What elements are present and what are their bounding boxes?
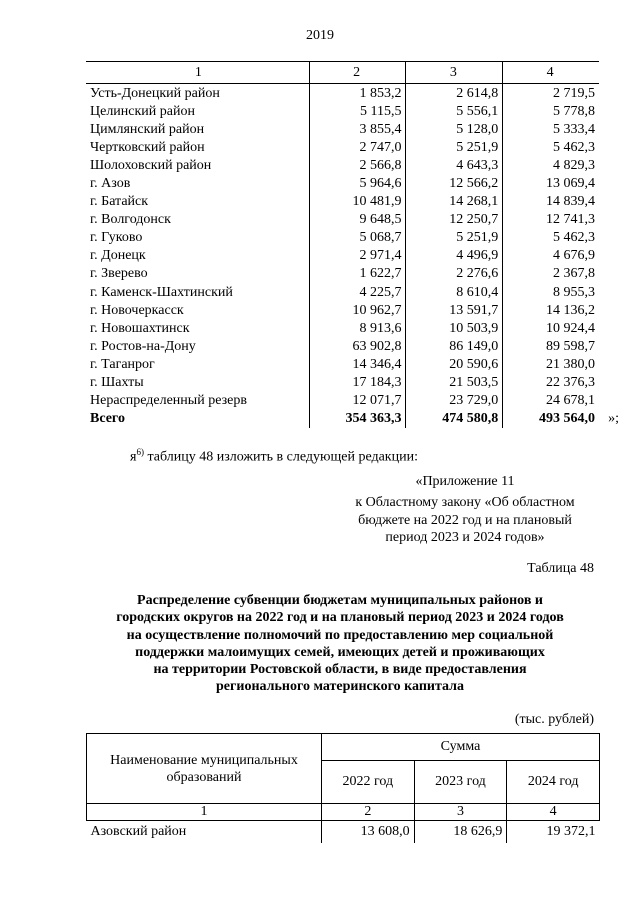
- amount-cell: [503, 138, 599, 156]
- amount-value: 5 068,7: [359, 230, 402, 246]
- table-header-row: [86, 62, 599, 84]
- amount-value: 86 149,0: [449, 338, 499, 354]
- amount-value: 8 913,6: [359, 320, 402, 336]
- amount-cell: [309, 84, 406, 103]
- table-row: [86, 102, 599, 120]
- amount-value: 18 626,9: [453, 824, 503, 839]
- amount-value: 22 376,3: [546, 375, 595, 391]
- amount-cell: [309, 120, 406, 138]
- amount-cell: [406, 410, 503, 428]
- amount-value: 8 610,4: [456, 284, 499, 300]
- amount-cell: [406, 211, 503, 229]
- appendix-line: период 2023 и 2024 годов»: [385, 530, 545, 545]
- amount-cell: [309, 355, 406, 373]
- amount-value: 4 676,9: [553, 248, 595, 264]
- amount-cell: [406, 319, 503, 337]
- heading-line: городских округов на 2022 год и на плановый период 2023 и 2024 годов: [116, 610, 564, 626]
- amount-value: 493 564,0: [539, 411, 595, 427]
- amount-value: 24 678,1: [546, 393, 595, 409]
- municipality-name: [86, 265, 309, 283]
- column-number: 2: [309, 62, 406, 84]
- table-row: [86, 283, 599, 301]
- municipality-label: Чертковский район: [90, 139, 205, 155]
- table-heading: [86, 592, 594, 696]
- subvention-table-continued: [86, 61, 619, 428]
- amount-value: 474 580,8: [442, 411, 499, 427]
- municipality-name: [86, 392, 309, 410]
- amount-value: 12 741,3: [546, 212, 595, 228]
- amount-cell: [309, 283, 406, 301]
- municipality-label: г. Новошахтинск: [90, 320, 190, 336]
- amount-value: 2 276,6: [456, 266, 499, 282]
- amount-value: 5 333,4: [553, 121, 595, 137]
- amount-value: 12 250,7: [449, 212, 499, 228]
- amount-cell: [406, 337, 503, 355]
- amount-value: 8 955,3: [553, 284, 595, 300]
- amount-value: 4 225,7: [359, 284, 402, 300]
- heading-line: Распределение субвенции бюджетам муниципальных районов и: [137, 593, 543, 608]
- amount-cell: [406, 174, 503, 192]
- table-row: [87, 821, 600, 844]
- amount-value: 2 971,4: [359, 248, 402, 264]
- amount-value: 2 719,5: [553, 85, 595, 101]
- amount-cell: [406, 283, 503, 301]
- municipality-name: [86, 374, 309, 392]
- table-row: [86, 265, 599, 283]
- amount-cell: [309, 337, 406, 355]
- table-row: [86, 392, 599, 410]
- amount-value: 5 115,5: [359, 103, 402, 119]
- heading-line: на территории Ростовской области, в виде предоставления: [153, 662, 527, 678]
- amount-cell: [406, 156, 503, 174]
- municipality-label: Азовский район: [90, 824, 187, 839]
- amount-cell: [503, 211, 599, 229]
- amount-value: 12 071,7: [352, 393, 402, 409]
- closing-quote: »;: [608, 410, 619, 426]
- table-row: [86, 211, 599, 229]
- column-number: 2: [322, 804, 415, 821]
- amount-cell: [503, 319, 599, 337]
- amount-value: 2 367,8: [553, 266, 595, 282]
- amount-cell: [503, 392, 599, 410]
- appendix-line: бюджете на 2022 год и на плановый: [358, 512, 572, 528]
- amount-cell: [406, 193, 503, 211]
- amount-cell: [309, 374, 406, 392]
- municipality-label: г. Волгодонск: [90, 212, 171, 228]
- appendix-line: к Областному закону «Об областном: [355, 495, 575, 510]
- amount-value: 2 614,8: [456, 85, 499, 101]
- table-row: [86, 301, 599, 319]
- amount-cell: [406, 120, 503, 138]
- table-row: [86, 374, 599, 392]
- amount-cell: [309, 301, 406, 319]
- municipality-label: г. Батайск: [90, 194, 149, 210]
- municipality-name: [86, 229, 309, 247]
- amount-value: 17 184,3: [352, 375, 402, 391]
- amount-cell: [309, 229, 406, 247]
- amount-cell: [503, 84, 599, 103]
- amount-value: 1 622,7: [359, 266, 402, 282]
- municipality-name: [86, 174, 309, 192]
- heading-line: на осуществление полномочий по предоставлению мер социальной: [126, 627, 554, 643]
- amount-value: 9 648,5: [359, 212, 402, 228]
- table-row: [86, 84, 599, 103]
- table-row: [86, 193, 599, 211]
- table-row: [86, 247, 599, 265]
- municipality-label: г. Гуково: [90, 230, 143, 246]
- column-number: 4: [507, 804, 600, 821]
- amount-value: 14 136,2: [546, 302, 595, 318]
- amount-cell: [309, 156, 406, 174]
- amount-value: 13 069,4: [546, 176, 595, 192]
- appendix-reference: [320, 494, 610, 547]
- column-number: 3: [406, 62, 503, 84]
- amendment-text: [130, 447, 418, 466]
- amount-value: 21 380,0: [546, 356, 595, 372]
- table-48: [86, 733, 600, 843]
- table-number: Таблица 48: [527, 561, 594, 576]
- amount-cell: [503, 193, 599, 211]
- amount-value: 5 462,3: [553, 139, 595, 155]
- amount-cell: [309, 193, 406, 211]
- municipality-label: г. Таганрог: [90, 356, 155, 372]
- amount-value: 4 829,3: [553, 157, 595, 173]
- amount-value: 5 251,9: [456, 139, 499, 155]
- amount-cell: [309, 392, 406, 410]
- amount-value: 4 496,9: [456, 248, 499, 264]
- amount-cell: [309, 247, 406, 265]
- amount-cell: [309, 102, 406, 120]
- amount-value: 14 268,1: [449, 194, 499, 210]
- municipality-name: [86, 283, 309, 301]
- total-row: [86, 410, 599, 428]
- table-row: [86, 138, 599, 156]
- amount-value: 12 566,2: [449, 176, 499, 192]
- amount-cell: [503, 265, 599, 283]
- amount-cell: [507, 821, 600, 844]
- table-row: [86, 355, 599, 373]
- amount-value: 2 566,8: [359, 157, 402, 173]
- amount-value: 5 251,9: [456, 230, 499, 246]
- amount-cell: [406, 355, 503, 373]
- amount-cell: [309, 138, 406, 156]
- amount-value: 2 747,0: [359, 139, 402, 155]
- municipality-name: [86, 193, 309, 211]
- amount-value: 23 729,0: [449, 393, 499, 409]
- amount-cell: [503, 374, 599, 392]
- table-row: [86, 156, 599, 174]
- amount-cell: [406, 229, 503, 247]
- amount-value: 20 590,6: [449, 356, 499, 372]
- amount-cell: [503, 301, 599, 319]
- municipality-label: г. Азов: [90, 176, 131, 192]
- amount-value: 10 503,9: [449, 320, 499, 336]
- amount-value: 13 608,0: [360, 824, 410, 839]
- municipality-label: Усть-Донецкий район: [90, 85, 220, 101]
- amount-cell: [503, 283, 599, 301]
- page-number: 2019: [306, 28, 334, 43]
- heading-line: регионального материнского капитала: [216, 679, 464, 695]
- municipality-name: [86, 410, 309, 428]
- amount-cell: [309, 211, 406, 229]
- municipality-name: [86, 247, 309, 265]
- column-number: 1: [87, 804, 322, 821]
- amount-value: 3 855,4: [359, 121, 402, 137]
- table-header-row: [87, 734, 600, 761]
- amount-cell: [414, 821, 507, 844]
- column-number: 4: [503, 62, 599, 84]
- column-number: 3: [414, 804, 507, 821]
- amount-cell: [503, 102, 599, 120]
- appendix-title: «Приложение 11: [415, 474, 515, 489]
- amount-cell: [309, 265, 406, 283]
- amendment-body: таблицу 48 изложить в следующей редакции:: [143, 449, 418, 465]
- municipality-name: [86, 84, 309, 103]
- amount-value: 19 372,1: [546, 824, 596, 839]
- column-number: 1: [86, 62, 309, 84]
- amount-value: 5 778,8: [553, 103, 595, 119]
- amount-value: 354 363,3: [345, 411, 402, 427]
- table-row: [86, 319, 599, 337]
- table-row: [86, 337, 599, 355]
- amount-value: 89 598,7: [546, 338, 595, 354]
- municipality-name: [86, 138, 309, 156]
- amendment-sup: 6): [136, 447, 144, 457]
- municipality-name: [86, 301, 309, 319]
- amount-cell: [309, 410, 406, 428]
- municipality-label: г. Донецк: [90, 248, 146, 264]
- municipality-name: [86, 211, 309, 229]
- municipality-label: г. Каменск-Шахтинский: [90, 284, 233, 300]
- municipality-label: Шолоховский район: [90, 157, 212, 173]
- amount-cell: [503, 337, 599, 355]
- municipality-label: Целинский район: [90, 103, 195, 119]
- amount-cell: [503, 156, 599, 174]
- amount-cell: [406, 247, 503, 265]
- amount-value: 10 481,9: [352, 194, 402, 210]
- amount-cell: [406, 301, 503, 319]
- municipality-name: [86, 102, 309, 120]
- amount-value: 14 346,4: [352, 356, 402, 372]
- municipality-name: [86, 337, 309, 355]
- municipality-label: Всего: [90, 411, 125, 427]
- amount-cell: [503, 120, 599, 138]
- units-label: (тыс. рублей): [514, 712, 594, 727]
- name-column-header: Наименование муниципальных образований: [87, 734, 322, 804]
- municipality-label: Нераспределенный резерв: [90, 393, 247, 409]
- amount-cell: [406, 102, 503, 120]
- amount-value: 5 128,0: [456, 121, 499, 137]
- amount-cell: [406, 374, 503, 392]
- amount-cell: [406, 392, 503, 410]
- amount-cell: [503, 355, 599, 373]
- amount-cell: [503, 229, 599, 247]
- amount-value: 10 962,7: [352, 302, 402, 318]
- column-number-row: [87, 804, 600, 821]
- amount-value: 13 591,7: [449, 302, 499, 318]
- table-row: [86, 174, 599, 192]
- amount-cell: [503, 174, 599, 192]
- amount-value: 63 902,8: [352, 338, 402, 354]
- amount-cell: [309, 174, 406, 192]
- amount-value: 4 643,3: [456, 157, 499, 173]
- amount-cell: [309, 319, 406, 337]
- amendment-prefix: я: [130, 449, 137, 465]
- amount-cell: [406, 265, 503, 283]
- amount-value: 5 462,3: [553, 230, 595, 246]
- municipality-label: г. Зверево: [90, 266, 148, 282]
- amount-value: 5 556,1: [456, 103, 499, 119]
- table-row: [86, 229, 599, 247]
- municipality-name: [87, 821, 322, 844]
- amount-cell: [406, 84, 503, 103]
- year-header: 2022 год: [322, 761, 415, 804]
- amount-cell: [406, 138, 503, 156]
- amount-value: 21 503,5: [449, 375, 499, 391]
- municipality-label: г. Новочеркасск: [90, 302, 184, 318]
- sum-header: Сумма: [322, 734, 600, 761]
- year-header: 2023 год: [414, 761, 507, 804]
- municipality-label: г. Шахты: [90, 375, 144, 391]
- amount-cell: [322, 821, 415, 844]
- municipality-name: [86, 156, 309, 174]
- year-header: 2024 год: [507, 761, 600, 804]
- municipality-name: [86, 355, 309, 373]
- amount-value: 10 924,4: [546, 320, 595, 336]
- amount-cell: [503, 410, 619, 428]
- municipality-name: [86, 120, 309, 138]
- table-row: [86, 120, 599, 138]
- municipality-label: г. Ростов-на-Дону: [90, 338, 196, 354]
- municipality-label: Цимлянский район: [90, 121, 205, 137]
- amount-value: 1 853,2: [359, 85, 402, 101]
- municipality-name: [86, 319, 309, 337]
- amount-value: 14 839,4: [546, 194, 595, 210]
- amount-value: 5 964,6: [359, 176, 402, 192]
- amount-cell: [503, 247, 599, 265]
- heading-line: поддержки малоимущих семей, имеющих детей и проживающих: [135, 644, 545, 660]
